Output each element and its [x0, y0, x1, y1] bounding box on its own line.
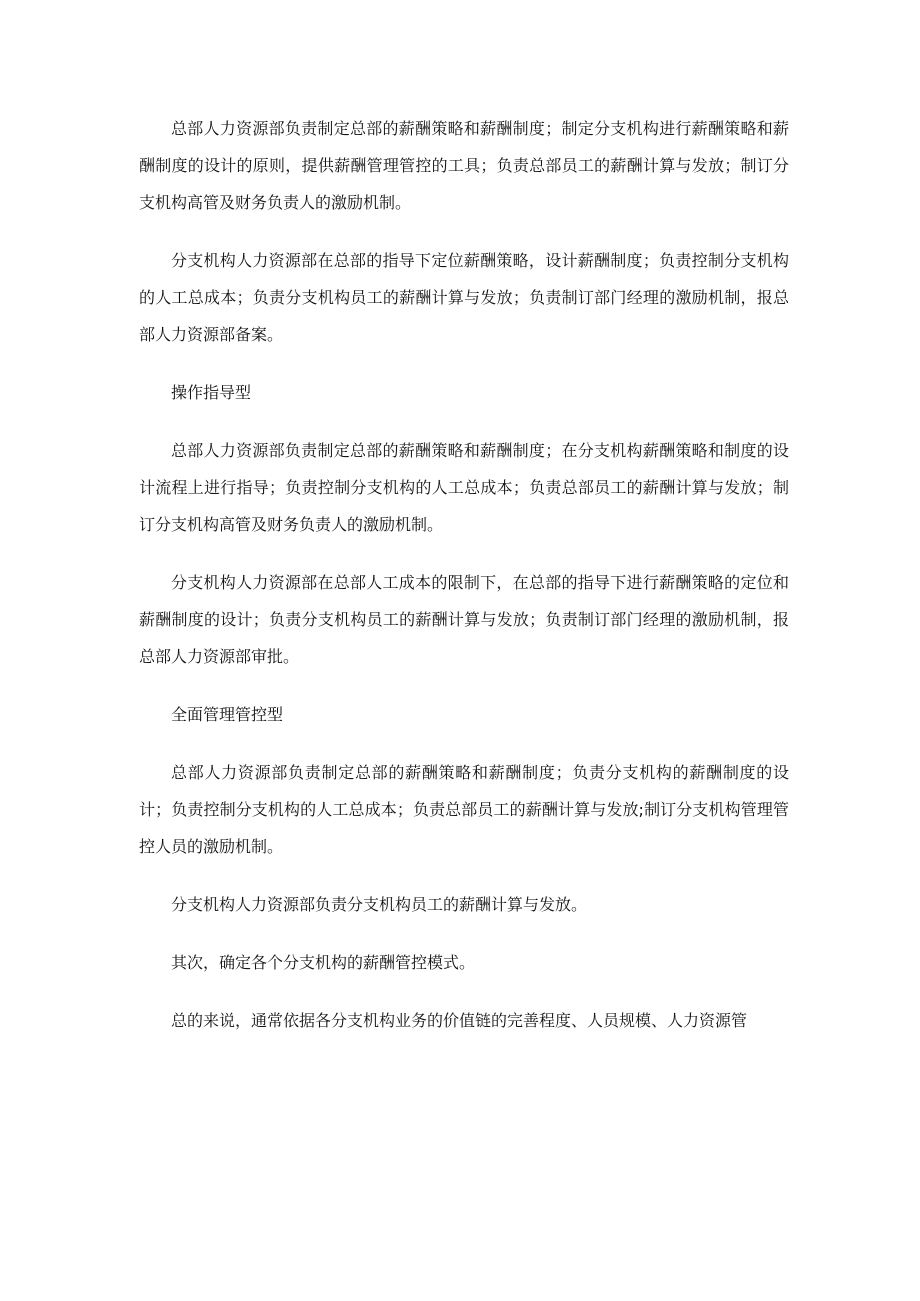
paragraph: 总的来说，通常依据各分支机构业务的价值链的完善程度、人员规模、人力资源管	[171, 1011, 748, 1030]
paragraph: 分支机构人力资源部在总部人工成本的限制下，在总部的指导下进行薪酬策略的定位和薪酬制度的设计；负责分支机构员工的薪酬计算与发放；负责制订部门经理的激励机制，报总部人力资源部审批。	[139, 573, 789, 666]
section-heading: 操作指导型	[171, 383, 252, 402]
paragraph: 其次，确定各个分支机构的薪酬管控模式。	[171, 953, 476, 972]
paragraph: 分支机构人力资源部负责分支机构员工的薪酬计算与发放。	[171, 895, 588, 914]
paragraph: 总部人力资源部负责制定总部的薪酬策略和薪酬制度；制定分支机构进行薪酬策略和薪酬制度的设计的原则，提供薪酬管理管控的工具；负责总部员工的薪酬计算与发放；制订分支机构高管及财务负责人的激励机制。	[139, 119, 789, 212]
section-heading: 全面管理管控型	[171, 705, 284, 724]
paragraph: 总部人力资源部负责制定总部的薪酬策略和薪酬制度；负责分支机构的薪酬制度的设计；负责控制分支机构的人工总成本；负责总部员工的薪酬计算与发放;制订分支机构管理管控人员的激励机制。	[139, 763, 789, 856]
paragraph: 分支机构人力资源部在总部的指导下定位薪酬策略，设计薪酬制度；负责控制分支机构的人工总成本；负责分支机构员工的薪酬计算与发放；负责制订部门经理的激励机制，报总部人力资源部备案。	[139, 251, 789, 344]
paragraph: 总部人力资源部负责制定总部的薪酬策略和薪酬制度；在分支机构薪酬策略和制度的设计流程上进行指导；负责控制分支机构的人工总成本；负责总部员工的薪酬计算与发放；制订分支机构高管及财务负责人的激励机制。	[139, 441, 789, 534]
document-body	[139, 110, 789, 1060]
